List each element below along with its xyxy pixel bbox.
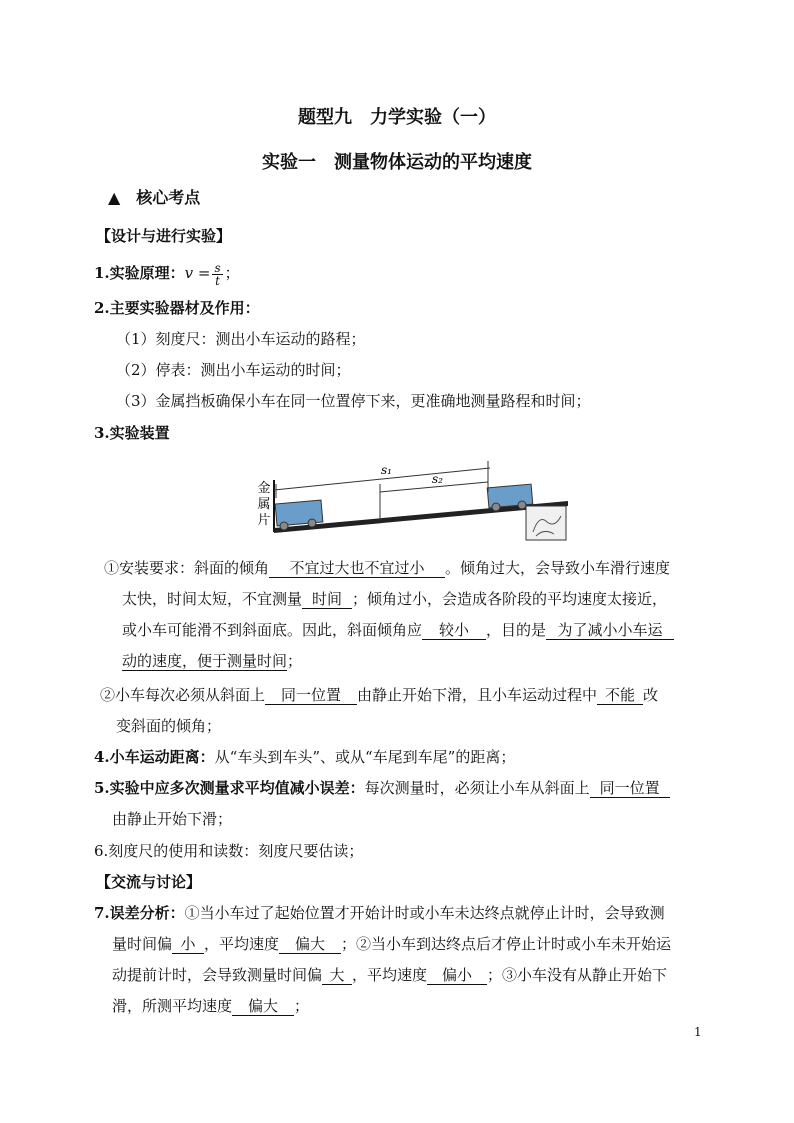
- item-5-blank: 同一位置: [590, 779, 670, 798]
- item-7-text-e: 动提前计时，会导致测量时间偏: [112, 966, 323, 984]
- formula-fraction: [212, 262, 222, 287]
- item-4: [94, 747, 515, 767]
- item-5-line1: [94, 778, 670, 798]
- item-1-label: 1.实验原理：: [94, 264, 185, 282]
- item-1: [94, 256, 240, 290]
- item-5-label: 5.实验中应多次测量求平均值减小误差：: [94, 779, 365, 797]
- req1-line2: [122, 589, 667, 609]
- section-design-heading: 【设计与进行实验】: [96, 227, 232, 245]
- req2-text-b: 由静止开始下滑，且小车运动过程中: [357, 686, 598, 704]
- item-7-blank-large: 大: [322, 966, 352, 985]
- plate-label-char-3: 片: [257, 513, 271, 528]
- req1-blank-purpose-a: 为了减小小车运: [546, 621, 674, 640]
- req2-text-a: ②小车每次必须从斜面上: [100, 686, 266, 704]
- item-7-blank-smaller: 偏小: [427, 966, 487, 985]
- req2-line2: 变斜面的倾角；: [116, 717, 222, 735]
- support-block: [526, 506, 566, 540]
- item-5-text: 每次测量时，必须让小车从斜面上: [364, 779, 590, 797]
- req1-text-d: ；倾角过小，会造成各阶段的平均速度太接近，: [352, 590, 668, 608]
- item-7-line3: [112, 965, 667, 985]
- item-2-label: 2.主要实验器材及作用：: [94, 299, 260, 317]
- req2-blank-position: 同一位置: [265, 686, 357, 705]
- item-7-text-i: ；: [294, 997, 310, 1015]
- s1-label: s₁: [381, 463, 392, 477]
- formula-numerator: s: [214, 260, 221, 275]
- cart-top-wheel-front: [518, 501, 526, 509]
- req2-blank-cannot: 不能: [597, 686, 643, 705]
- item-1-tail: ；: [224, 264, 240, 282]
- item-3-label: 3.实验装置: [94, 424, 170, 442]
- item-7-blank-small: 小: [172, 935, 204, 954]
- item-2-sub3: （3）金属挡板确保小车在同一位置停下来，更准确地测量路程和时间；: [116, 392, 591, 410]
- s2-label: s₂: [432, 472, 443, 486]
- item-6: 6.刻度尺的使用和读数：刻度尺要估读；: [94, 842, 364, 860]
- req1-blank-angle: 不宜过大也不宜过小: [269, 559, 445, 578]
- experiment-title: 实验一 测量物体运动的平均速度: [262, 152, 532, 173]
- req1-blank-time: 时间: [302, 590, 352, 609]
- req1-line3: [122, 620, 674, 640]
- item-7-line2: [112, 934, 671, 954]
- section-discuss-heading: 【交流与讨论】: [96, 873, 202, 891]
- req1-text-a: ①安装要求：斜面的倾角: [104, 559, 270, 577]
- item-7-text-b: 量时间偏: [112, 935, 173, 953]
- item-7-blank-larger-2: 偏大: [232, 997, 294, 1016]
- item-7-text-c: ，平均速度: [204, 935, 280, 953]
- req1-text-b: 。倾角过大，会导致小车滑行速度: [445, 559, 671, 577]
- req1-text-f: ，目的是: [486, 621, 547, 639]
- item-7-line4: [112, 996, 309, 1016]
- item-7-line1: [94, 903, 665, 923]
- req1-line4: [122, 651, 302, 671]
- req2-text-c: 改: [643, 686, 659, 704]
- item-7-text-a: ①当小车过了起始位置才开始计时或小车未达终点就停止计时，会导致测: [184, 904, 665, 922]
- item-7-text-g: ；③小车没有从静止开始下: [487, 966, 668, 984]
- cart-bottom-wheel-rear: [280, 522, 288, 530]
- item-7-text-f: ，平均速度: [352, 966, 428, 984]
- item-5-line2: 由静止开始下滑；: [112, 810, 233, 828]
- item-7-text-h: 滑，所测平均速度: [112, 997, 233, 1015]
- item-7-text-d: ；②当小车到达终点后才停止计时或小车未开始运: [341, 935, 672, 953]
- req1-blank-purpose-b: 动的速度，便于测量时间: [122, 652, 288, 670]
- item-4-text: 从“车头到车头”、或从“车尾到车尾”的距离；: [214, 748, 516, 766]
- formula-lhs: v =: [184, 264, 211, 282]
- cart-top-wheel-rear: [492, 503, 500, 511]
- req1-text-e: 或小车可能滑不到斜面底。因此，斜面倾角应: [122, 621, 423, 639]
- plate-label-char-1: 金: [257, 481, 271, 496]
- page-title: 题型九 力学实验（一）: [298, 107, 496, 128]
- req1-text-g: ；: [287, 652, 303, 670]
- page-number: 1: [694, 1025, 702, 1039]
- req1-blank-smaller: 较小: [422, 621, 486, 640]
- item-7-label: 7.误差分析：: [94, 904, 185, 922]
- req2-line1: [100, 685, 658, 705]
- item-2-sub1: （1）刻度尺：测出小车运动的路程；: [116, 330, 366, 348]
- plate-label-char-2: 属: [257, 497, 271, 512]
- req1-text-c: 太快，时间太短，不宜测量: [122, 590, 303, 608]
- req1-line1: [104, 558, 670, 578]
- item-7-blank-larger: 偏大: [279, 935, 341, 954]
- apparatus-figure: [250, 458, 580, 542]
- cart-bottom-wheel-front: [308, 519, 316, 527]
- item-2-sub2: （2）停表：测出小车运动的时间；: [116, 361, 351, 379]
- formula-denominator: t: [215, 273, 220, 288]
- item-4-label: 4.小车运动距离：: [94, 748, 215, 766]
- core-heading: ▲ 核心考点: [108, 188, 201, 207]
